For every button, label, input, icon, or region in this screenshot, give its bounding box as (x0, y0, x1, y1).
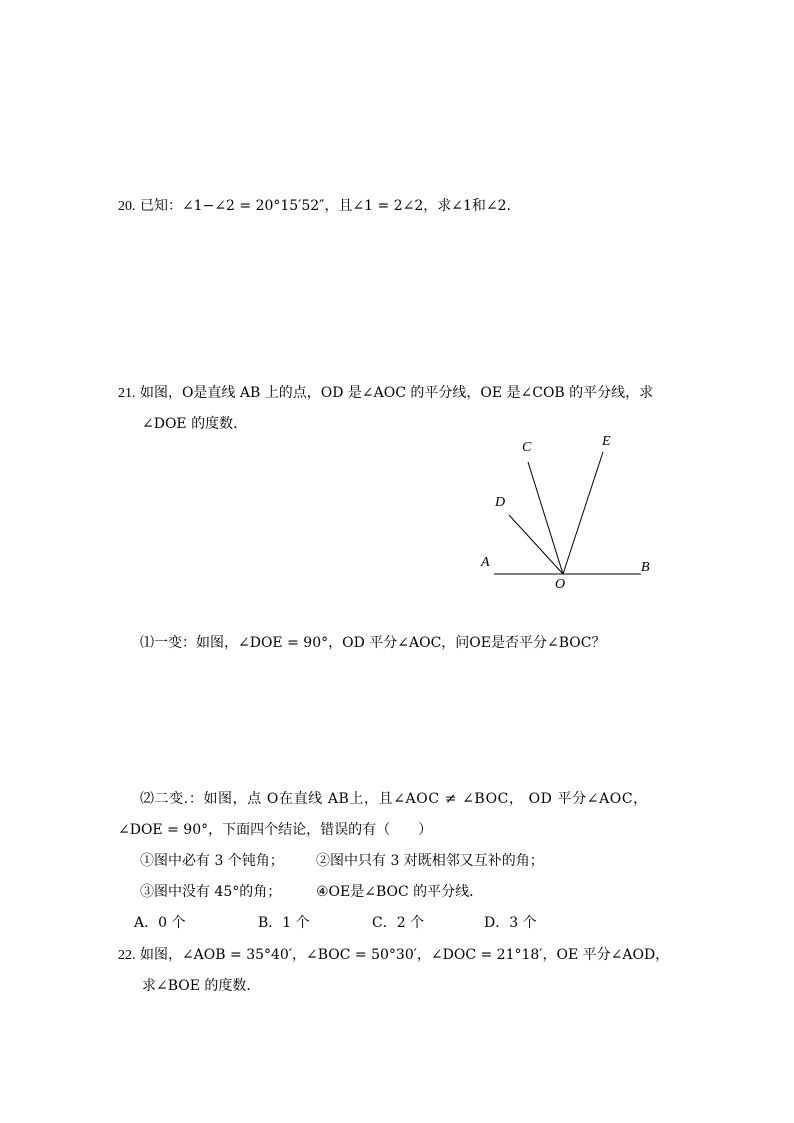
statement-3: ③图中没有 45°的角； (140, 884, 282, 900)
statement-2: ②图中只有 3 对既相邻又互补的角； (316, 853, 544, 869)
q21-number: 21. (118, 386, 136, 401)
q22-number: 22. (118, 948, 136, 963)
q21-line2: ∠DOE 的度数． (142, 416, 248, 432)
q20-number: 20. (118, 199, 136, 214)
label-o: O (555, 577, 566, 592)
ray-oe (563, 452, 603, 574)
option-b: B．1 个 (258, 915, 310, 931)
q22-line2: 求∠BOE 的度数． (142, 978, 261, 994)
option-c: C．2 个 (372, 915, 425, 931)
angle-figure (475, 425, 675, 595)
q21-part1: ⑴一变：如图，∠DOE = 90°，OD 平分∠AOC，问OE是否平分∠BOC？ (140, 635, 606, 651)
ray-oc (528, 462, 563, 574)
label-b: B (641, 560, 650, 575)
option-a: A．0 个 (134, 915, 186, 931)
label-d: D (495, 495, 506, 510)
q20-line (118, 196, 521, 217)
q21-part2-line2: ∠DOE = 90°，下面四个结论，错误的有（ ） (118, 822, 433, 838)
label-e: E (602, 434, 611, 449)
label-a: A (481, 555, 490, 570)
ray-od (509, 515, 563, 574)
statement-1: ①图中必有 3 个钝角； (140, 853, 284, 869)
q22-line1 (118, 945, 669, 966)
q20-text: 已知：∠1−∠2 = 20°15′52″，且∠1 = 2∠2，求∠1和∠2． (139, 198, 521, 214)
label-c: C (522, 440, 532, 455)
q21-part2-line1: ⑵二变.：如图，点 O在直线 AB上，且∠AOC ≠ ∠BOC， OD 平分∠AOC， (140, 791, 648, 807)
q22-text-line1: 如图，∠AOB = 35°40′，∠BOC = 50°30′，∠DOC = 21°18′，OE 平分∠AOD， (139, 947, 670, 963)
q21-text-line1: 如图，O是直线 AB 上的点，OD 是∠AOC 的平分线，OE 是∠COB 的平分线，求 (139, 385, 654, 401)
option-d: D．3 个 (484, 915, 537, 931)
statement-4: ④OE是∠BOC 的平分线． (316, 884, 484, 900)
q21-line1 (118, 383, 653, 404)
